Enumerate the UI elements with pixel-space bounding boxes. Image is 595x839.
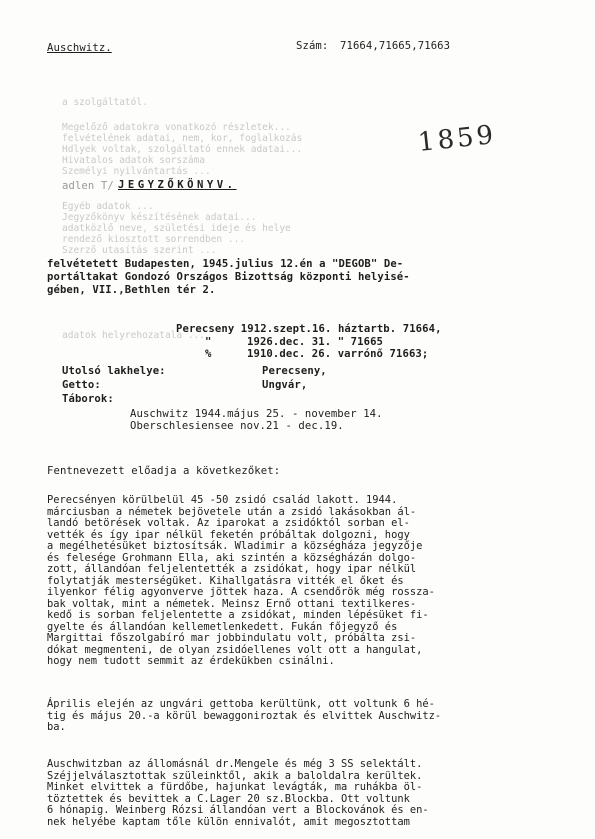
last-residence-value: Perecseny, [262,365,327,377]
person-line: 1926.dec. 31. " 71665 [247,336,384,348]
ghost-line: adatközlő neve, születési ideje és helye [62,223,291,234]
paragraph-line: kedő is sorban feljelentette a zsidókat, minden lépésüket fi- [47,609,429,621]
ghetto-label: Getto: [62,379,101,391]
person-ditto-mark: " [205,336,212,348]
document-number-label: Szám: [296,40,329,52]
camps-label: Táborok: [62,393,114,405]
ghost-line: Hdlyek voltak, szolgáltató ennek adatai... [62,144,303,155]
document-place-heading: Auschwitz. [47,42,112,54]
camp-line: Auschwitz 1944.május 25. - november 14. [130,408,383,420]
person-line: Perecseny 1912.szept.16. háztartb. 71664, [176,323,442,335]
ghost-line: rendező kiosztott sorrendben ... [62,234,246,245]
paragraph-line: töztettek és bevittek a C.Lager 20 sz.Blockba. Ott voltunk [47,792,410,805]
ghost-line: felvételének adatai, nem, kor, foglalkozás [62,133,303,144]
document-numbers: 71664,71665,71663 [340,40,451,52]
ghost-line: Jegyzőkönyv készítésének adatai... [62,212,257,223]
paragraph-line: Perecsényen körülbelül 45 -50 zsidó család lakott. 1944. [47,494,398,506]
ghost-line: Egyéb adatok ... [62,201,154,212]
camp-line: Oberschlesiensee nov.21 - dec.19. [130,420,344,432]
paragraph-line: és felesége Grohmann Ella, aki szintén a községházán dolgo- [47,551,417,564]
ghost-line: adatok helyrehozatala ... [62,330,205,341]
ghost-line: Szerző utasítás szerint ... [62,245,217,256]
paragraph-line: Minket elvittek a fürdőbe, hajunkat levágták, ma ruhákba öl- [47,781,423,793]
paragraph-line: Széjjelválasztottak szüleinktől, akik a baloldalra kerültek. [47,769,423,782]
title-prefix: adlen T/ [62,180,114,192]
last-residence-label: Utolsó lakhelye: [62,365,166,377]
ghost-line: Megelőző adatokra vonatkozó részletek... [62,122,291,133]
ghost-line: a szolgáltatól. [62,97,148,108]
ghost-line: Személyi nyilvántartás ... [62,166,211,177]
paragraph-line: Margittai főszolgabíró mar jobbindulatu volt, próbálta zsi- [47,632,417,644]
paragraph-line: nek helyébe kaptam tőle külön ennivalót, amit megosztottam [47,815,410,828]
paragraph-line: Április elején az ungvári gettoba kerültünk, ott voltunk 6 hé- [47,698,435,710]
ghost-line: Hivatalos adatok sorszáma [62,155,205,166]
paragraph-line: tig és május 20.-a körül bewaggoniroztak és elvittek Auschwitz- [47,709,442,722]
paragraph-line: 6 hónapig. Weinberg Rózsi állandóan vert a Blockovánok és en- [47,804,429,816]
intro-line: gében, VII.,Bethlen tér 2. [47,284,216,296]
paragraph-line: ba. [47,721,66,733]
person-ditto-mark: % [205,348,212,360]
intro-line: felvétetett Budapesten, 1945.julius 12.én a "DEGOB" De- [47,258,404,270]
intro-line: portáltakat Gondozó Országos Bizottság központi helyisé- [47,271,410,283]
paragraph-line: gyelte és állandóan kellemetlenkedett. Fukán főjegyző és [47,620,398,633]
paragraph-line: a megélhetésüket biztosítsák. Wladimir a községháza jegyzője [47,540,423,552]
paragraph-line: hogy nem tudott semmit az érdekükben csinálni. [47,655,335,667]
paragraph-line: márciusban a németek bejövetele után a zsidó lakásokban ál- [47,505,417,518]
paragraph-line: bak voltak, mint a németek. Meinsz Ernő ottani textilkeres- [47,597,417,610]
statement-intro: Fentnevezett előadja a következőket: [47,465,281,477]
statement-paragraph-2 [47,699,577,734]
person-line: 1910.dec. 26. varrónő 71663; [247,348,429,360]
statement-paragraph-3 [47,759,577,828]
paragraph-line: landó betörések voltak. Az iparokat a zsidóktól sorban el- [47,517,410,529]
ghetto-value: Ungvár, [262,379,308,391]
statement-paragraph-1 [47,495,577,668]
paragraph-line: dókat megmenteni, de olyan zsidóellenes volt ott a hangulat, [47,643,423,656]
handwritten-number: 1859 [416,119,498,159]
paragraph-line: folytatják mesterségüket. Kihallgatásra vitték el őket és [47,574,404,587]
paragraph-line: ilyenkor félig agyonverve jöttek haza. A csendőrök még rossza- [47,586,435,598]
paragraph-line: zott, állandóan feljelentették a zsidókat, hogy ipar nélkül [47,563,417,575]
paragraph-line: Auschwitzban az állomásnál dr.Mengele és még 3 SS selektált. [47,758,423,770]
paragraph-line: vették és így ipar nélkül feketén próbáltak dolgozni, hogy [47,528,410,541]
document-title: JEGYZŐKÖNYV. [118,179,237,191]
